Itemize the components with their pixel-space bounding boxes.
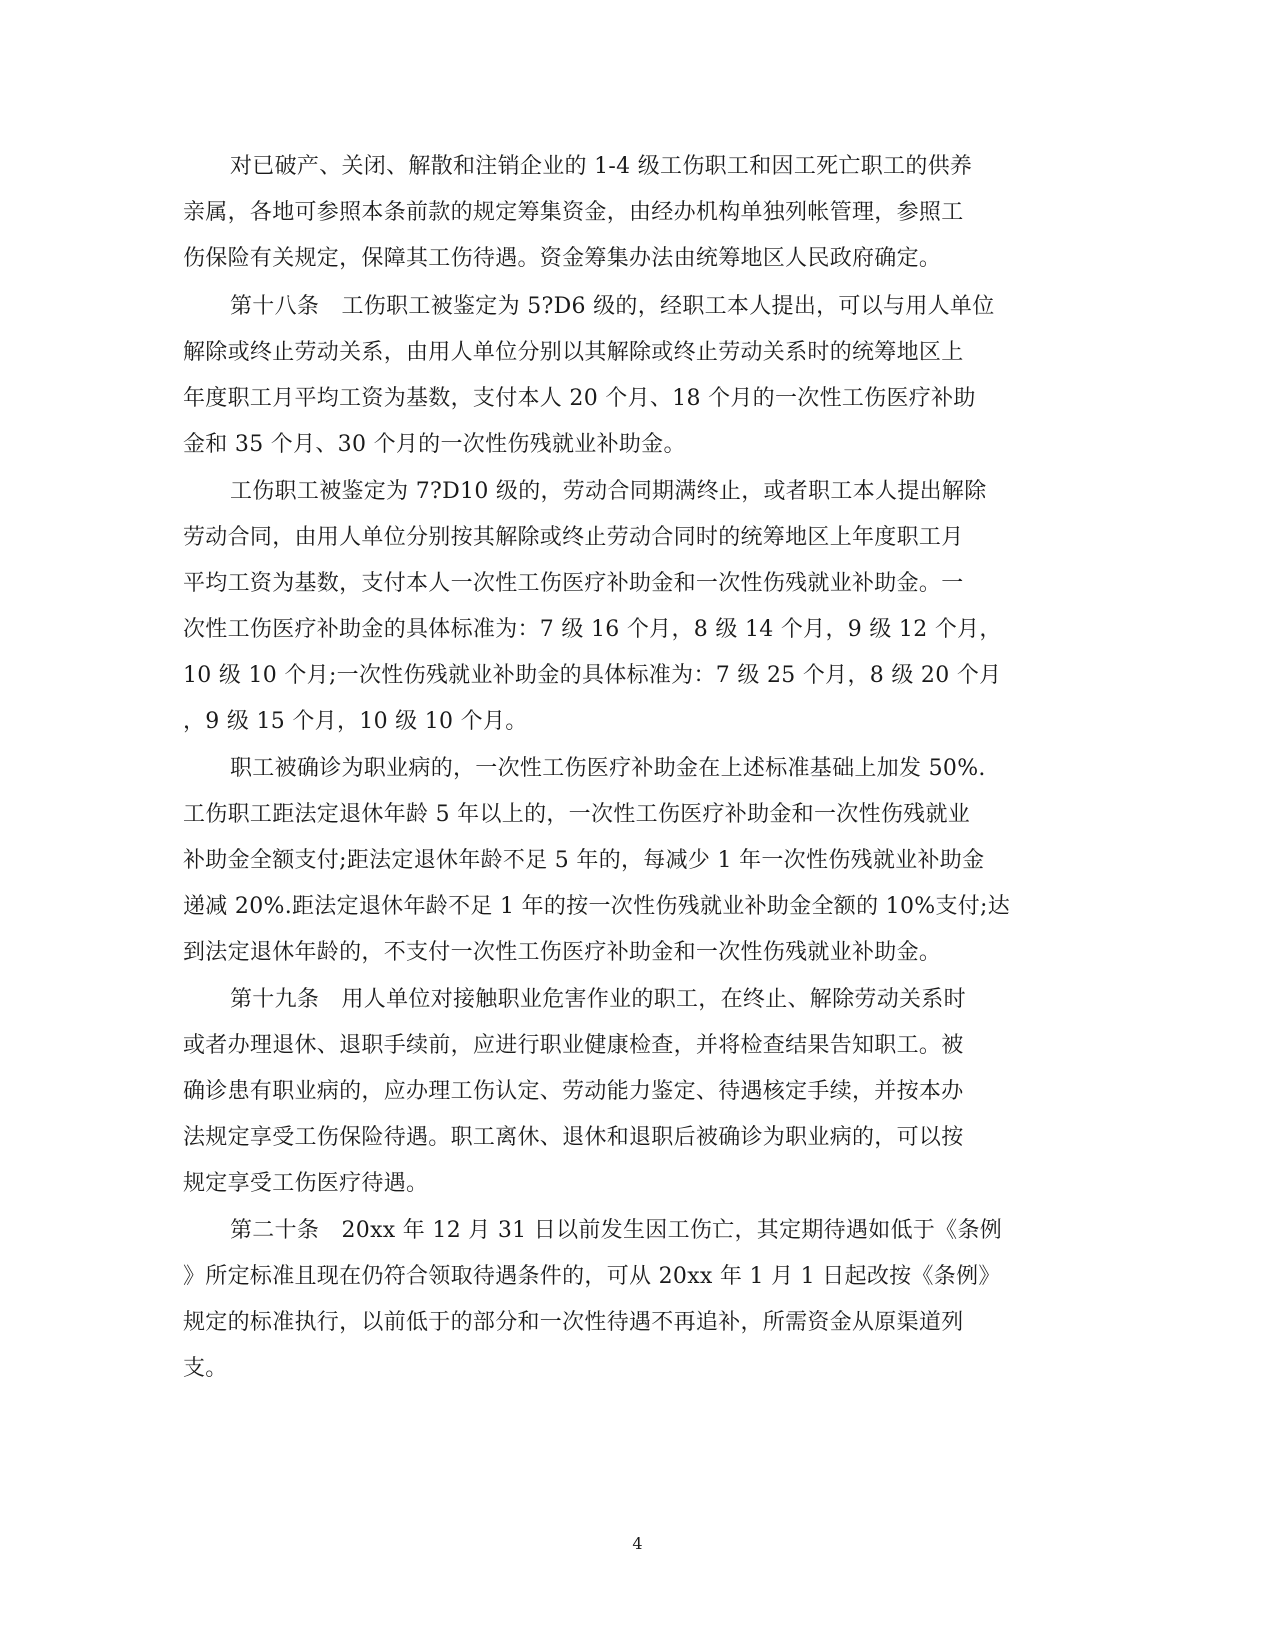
text-line: 》所定标准且现在仍符合领取待遇条件的，可从 20xx 年 1 月 1 日起改按《条例》	[183, 1264, 1001, 1289]
text-line: 10 级 10 个月;一次性伤残就业补助金的具体标准为：7 级 25 个月，8 级 20 个月	[183, 663, 1002, 688]
text-line: 工伤职工被鉴定为 7?D10 级的，劳动合同期满终止，或者职工本人提出解除	[230, 479, 987, 504]
text-line: 规定的标准执行，以前低于的部分和一次性待遇不再追补，所需资金从原渠道列	[183, 1310, 964, 1335]
text-line: 解除或终止劳动关系，由用人单位分别以其解除或终止劳动关系时的统筹地区上	[183, 340, 964, 365]
text-line: 法规定享受工伤保险待遇。职工离休、退休和退职后被确诊为职业病的，可以按	[183, 1125, 964, 1150]
text-line: ，9 级 15 个月，10 级 10 个月。	[183, 709, 528, 734]
text-line: 工伤职工距法定退休年龄 5 年以上的，一次性工伤医疗补助金和一次性伤残就业	[183, 802, 971, 827]
text-line: 或者办理退休、退职手续前，应进行职业健康检查，并将检查结果告知职工。被	[183, 1033, 964, 1058]
text-line: 职工被确诊为职业病的，一次性工伤医疗补助金在上述标准基础上加发 50%.	[230, 756, 986, 781]
text-line: 补助金全额支付;距法定退休年龄不足 5 年的，每减少 1 年一次性伤残就业补助金	[183, 848, 985, 873]
text-line: 确诊患有职业病的，应办理工伤认定、劳动能力鉴定、待遇核定手续，并按本办	[183, 1079, 964, 1104]
text-line: 次性工伤医疗补助金的具体标准为：7 级 16 个月，8 级 14 个月，9 级 12 个月，	[183, 617, 1002, 642]
text-line: 对已破产、关闭、解散和注销企业的 1-4 级工伤职工和因工死亡职工的供养	[230, 154, 973, 179]
text-line: 第十八条 工伤职工被鉴定为 5?D6 级的，经职工本人提出，可以与用人单位	[230, 294, 995, 319]
text-line: 第十九条 用人单位对接触职业危害作业的职工，在终止、解除劳动关系时	[230, 987, 966, 1012]
text-line: 递减 20%.距法定退休年龄不足 1 年的按一次性伤残就业补助金全额的 10%支付;达	[183, 894, 1011, 919]
text-line: 平均工资为基数，支付本人一次性工伤医疗补助金和一次性伤残就业补助金。一	[183, 571, 964, 596]
text-line: 支。	[183, 1356, 228, 1381]
text-line: 金和 35 个月、30 个月的一次性伤残就业补助金。	[183, 432, 686, 457]
text-line: 规定享受工伤医疗待遇。	[183, 1171, 429, 1196]
text-line: 第二十条 20xx 年 12 月 31 日以前发生因工伤亡，其定期待遇如低于《条例	[230, 1218, 1003, 1243]
text-line: 年度职工月平均工资为基数，支付本人 20 个月、18 个月的一次性工伤医疗补助	[183, 386, 976, 411]
text-line: 亲属，各地可参照本条前款的规定筹集资金，由经办机构单独列帐管理，参照工	[183, 200, 964, 225]
text-line: 伤保险有关规定，保障其工伤待遇。资金筹集办法由统筹地区人民政府确定。	[183, 246, 942, 271]
text-line: 到法定退休年龄的，不支付一次性工伤医疗补助金和一次性伤残就业补助金。	[183, 940, 942, 965]
text-line: 劳动合同，由用人单位分别按其解除或终止劳动合同时的统筹地区上年度职工月	[183, 525, 964, 550]
page-number: 4	[632, 1534, 643, 1553]
